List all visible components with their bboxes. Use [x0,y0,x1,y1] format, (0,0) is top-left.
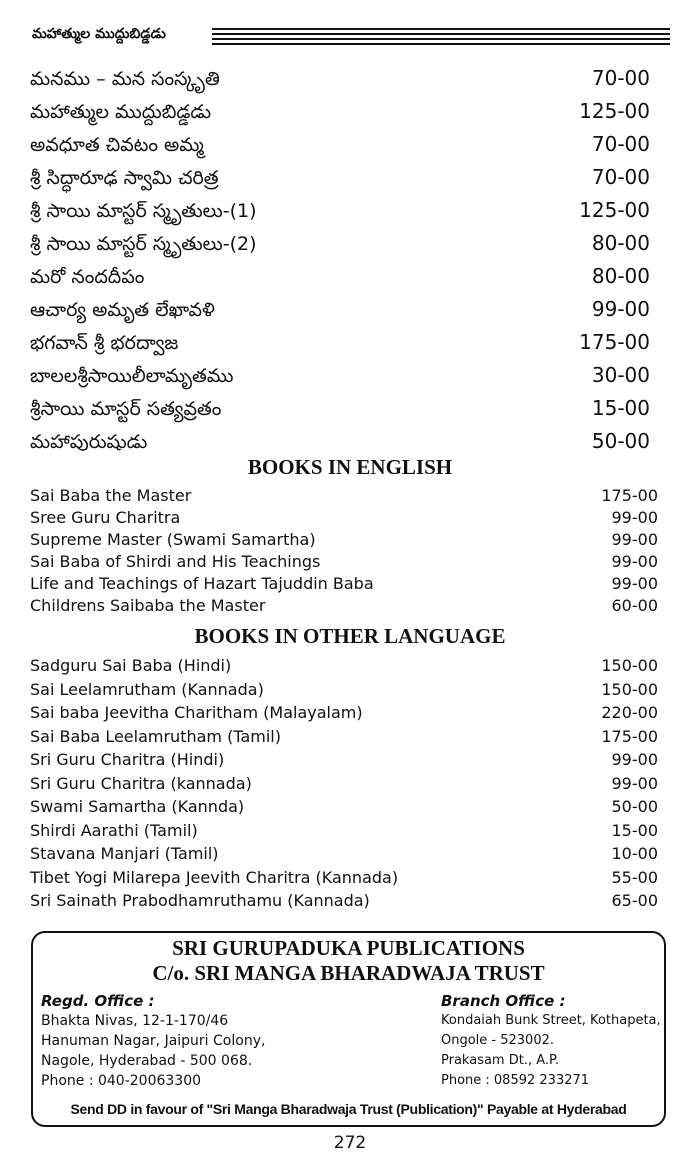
english-books-list [30,486,658,618]
book-title: Swami Samartha (Kannda) [30,797,245,816]
book-title: అవధూత చివటం అమ్మ [30,134,204,156]
book-price: 175-00 [601,486,658,505]
book-title: Sai Baba the Master [30,486,192,505]
book-price: 99-00 [611,750,658,769]
book-title: Supreme Master (Swami Samartha) [30,530,316,549]
book-price: 60-00 [611,596,658,615]
book-title: బాలలశ్రీసాయిలీలామృతము [30,365,234,387]
book-row [30,680,658,704]
book-price: 10-00 [611,844,658,863]
book-row [30,530,658,552]
book-price: 55-00 [611,867,658,887]
book-price: 150-00 [601,679,658,699]
book-title: Sai Leelamrutham (Kannada) [30,679,264,699]
book-title: శ్రీసాయి మాస్టర్ సత్యవ్రతం [30,398,222,420]
book-title: Stavana Manjari (Tamil) [30,844,219,863]
book-price: 175-00 [601,726,658,746]
book-price: 99-00 [611,508,658,527]
regd-office [41,991,265,1091]
book-title: Sadguru Sai Baba (Hindi) [30,656,232,675]
book-price: 99-00 [611,574,658,593]
book-row [30,703,658,727]
regd-office-title: Regd. Office : [41,992,155,1010]
telugu-books-list [30,66,650,462]
page-number: 272 [333,1133,367,1153]
book-row [30,552,658,574]
book-row [30,198,650,231]
book-title: Sai Baba Leelamrutham (Tamil) [30,726,281,746]
regd-office-phone: Phone : 040-20063300 [41,1073,202,1089]
book-price: 30-00 [591,363,650,387]
payment-note: Send DD in favour of "Sri Manga Bharadwaja Trust (Publication)" Payable at Hyderabad [70,1101,627,1117]
branch-office-line: Prakasam Dt., A.P. [441,1053,559,1068]
branch-office-line: Kondaiah Bunk Street, Kothapeta, [441,1013,661,1028]
book-title: Tibet Yogi Milarepa Jeevith Charitra (Kannada) [30,867,399,887]
book-price: 70-00 [591,132,650,156]
book-title: భగవాన్ శ్రీ భరద్వాజ [30,332,179,354]
book-title: Sai Baba of Shirdi and His Teachings [30,552,321,571]
page-header [24,18,670,52]
book-row [30,99,650,132]
book-price: 15-00 [611,820,658,840]
book-price: 70-00 [591,165,650,189]
book-price: 220-00 [601,703,658,722]
book-row [30,66,650,99]
book-title: మహాపురుషుడు [30,431,148,453]
branch-office-title: Branch Office : [441,992,566,1010]
book-price: 15-00 [591,396,650,420]
book-row [30,508,658,530]
book-price: 80-00 [591,264,650,288]
other-language-books-heading: BOOKS IN OTHER LANGUAGE [194,624,506,648]
header-title: మహాత్ముల ముద్దుబిడ్డడు [32,26,174,45]
book-price: 125-00 [579,198,650,222]
other-language-books-list [30,656,658,915]
book-price: 125-00 [579,99,650,123]
branch-office-phone: Phone : 08592 233271 [441,1073,590,1088]
book-row [30,774,658,798]
book-row [30,363,650,396]
branch-office [441,991,661,1091]
book-price: 99-00 [591,297,650,321]
book-title: శ్రీ సిద్ధారూఢ స్వామి చరిత్ర [30,167,219,189]
book-price: 150-00 [601,656,658,675]
book-title: ఆచార్య అమృత లేఖావళి [30,299,215,321]
book-row [30,821,658,845]
book-price: 80-00 [591,231,650,255]
english-books-heading: BOOKS IN ENGLISH [247,455,453,479]
publisher-name: SRI GURUPADUKA PUBLICATIONS [172,936,525,960]
book-row [30,231,650,264]
book-price: 99-00 [611,552,658,571]
book-row [30,891,658,915]
book-price: 50-00 [611,797,658,816]
book-title: Shirdi Aarathi (Tamil) [30,820,198,840]
book-title: Childrens Saibaba the Master [30,596,266,615]
book-row [30,486,658,508]
book-title: మరో నందదీపం [30,266,145,288]
book-row [30,844,658,868]
book-title: Sri Guru Charitra (Hindi) [30,750,225,769]
book-price: 99-00 [611,530,658,549]
book-price: 50-00 [591,429,650,453]
book-row [30,574,658,596]
book-title: మనము – మన సంస్కృతి [30,68,220,90]
book-title: శ్రీ సాయి మాస్టర్ స్మృతులు-(1) [30,200,257,222]
publisher-trust: C/o. SRI MANGA BHARADWAJA TRUST [152,961,545,985]
book-row [30,656,658,680]
book-price: 175-00 [579,330,650,354]
header-rules [212,28,670,48]
book-row [30,750,658,774]
book-row [30,727,658,751]
book-row [30,868,658,892]
book-row [30,797,658,821]
book-row [30,396,650,429]
book-title: Sai baba Jeevitha Charitham (Malayalam) [30,703,363,722]
regd-office-line: Hanuman Nagar, Jaipuri Colony, [41,1033,266,1049]
book-row [30,596,658,618]
branch-office-line: Ongole - 523002. [441,1033,555,1048]
book-price: 99-00 [611,773,658,793]
book-row [30,297,650,330]
book-row [30,264,650,297]
book-title: Sri Sainath Prabodhamruthamu (Kannada) [30,891,370,910]
book-price: 65-00 [611,891,658,910]
book-title: Sree Guru Charitra [30,508,181,527]
regd-office-line: Nagole, Hyderabad - 500 068. [41,1053,253,1069]
book-title: Sri Guru Charitra (kannada) [30,773,252,793]
book-row [30,165,650,198]
publisher-box [31,931,666,1127]
regd-office-line: Bhakta Nivas, 12-1-170/46 [41,1013,229,1029]
book-row [30,132,650,165]
book-title: Life and Teachings of Hazart Tajuddin Baba [30,574,374,593]
book-title: మహాత్ముల ముద్దుబిడ్డడు [30,101,212,123]
book-row [30,330,650,363]
book-title: శ్రీ సాయి మాస్టర్ స్మృతులు-(2) [30,233,257,255]
book-price: 70-00 [591,66,650,90]
